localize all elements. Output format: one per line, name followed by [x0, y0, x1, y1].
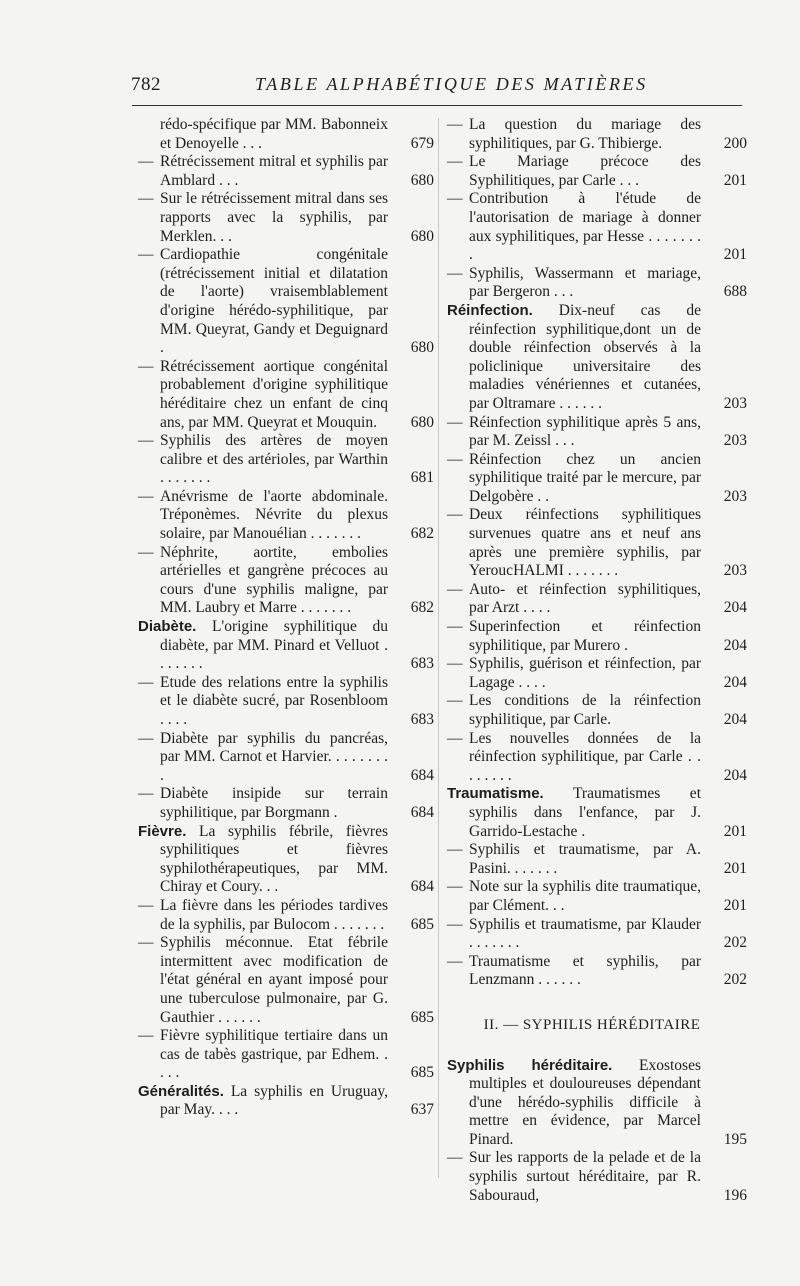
entry-text: Deux réinfections syphilitiques survenues quatre ans et neuf ans après une première syphilis, par YeroucHALMI . . . . . . .: [469, 506, 701, 580]
index-entry: [138, 544, 434, 618]
page-reference: 637: [410, 1101, 434, 1119]
subentry-dash: —: [447, 915, 463, 933]
subentry-dash: —: [447, 1149, 463, 1167]
entry-text: Diabète insipide sur terrain syphilitique, par Borgmann .: [160, 785, 388, 821]
entry-text: La syphilis fébrile, fièvres syphilitiques et fièvres syphilothérapeutiques, par MM. Chiray et Coury. . .: [160, 822, 388, 896]
entry-text: Syphilis, Wassermann et mariage, par Bergeron . . .: [469, 264, 701, 301]
subentry-dash: —: [138, 785, 154, 803]
entry-text: rédo-spécifique par MM. Babonneix et Denoyelle . . .: [160, 116, 388, 152]
page-reference: 204: [723, 599, 747, 617]
entry-text: Syphilis et traumatisme, par A. Pasini. . . . . . .: [469, 841, 701, 877]
page-reference: 683: [410, 655, 434, 673]
index-entry: [447, 841, 747, 878]
index-entry-heading: [447, 1057, 747, 1150]
subentry-dash: —: [447, 264, 463, 282]
index-entry: [447, 116, 747, 153]
entry-text: Note sur la syphilis dite traumatique, par Clément. . .: [469, 878, 701, 914]
index-entry: [138, 116, 434, 153]
index-entry: [138, 246, 434, 358]
index-entry: [447, 506, 747, 580]
entry-text: Fièvre syphilitique tertiaire dans un cas de tabès gastrique, par Edhem. . . . .: [160, 1027, 388, 1082]
subentry-dash: —: [447, 655, 463, 673]
index-entry: [447, 655, 747, 692]
subentry-dash: —: [138, 543, 154, 561]
page-reference: 680: [410, 171, 434, 189]
entry-text: Sur le rétrécissement mitral dans ses rapports avec la syphilis, par Merklen. . .: [160, 190, 388, 245]
index-entry: [138, 934, 434, 1027]
page-reference: 201: [723, 171, 747, 189]
index-column-right: [447, 116, 747, 1205]
subentry-dash: —: [447, 190, 463, 208]
subentry-dash: —: [447, 153, 463, 171]
page-number: 782: [131, 74, 161, 95]
entry-text: Réinfection chez un ancien syphilitique traité par le mercure, par Delgobère . .: [469, 450, 701, 505]
entry-text: La syphilis en Uruguay, par May. . . .: [160, 1082, 388, 1119]
page-reference: 204: [723, 766, 747, 784]
subentry-dash: —: [138, 487, 154, 505]
page-reference: 201: [723, 859, 747, 877]
entry-text: Anévrisme de l'aorte abdominale. Tréponèmes. Névrite du plexus solaire, par Manouélian . . . . . . .: [160, 487, 388, 543]
entry-text: Exostoses multiples et douloureuses dépendant d'une hérédo-syphilis difficile à mettre en évidence, par Marcel Pinard.: [469, 1056, 701, 1148]
subentry-dash: —: [447, 116, 463, 133]
page-reference: 196: [723, 1186, 747, 1204]
subentry-dash: —: [447, 878, 463, 896]
entry-text: Etude des relations entre la syphilis et le diabète sucré, par Rosenbloom . . . .: [160, 673, 388, 728]
subentry-dash: —: [447, 729, 463, 747]
entry-text: Rétrécissement mitral et syphilis par Amblard . . .: [160, 153, 388, 189]
index-column-left: [138, 116, 434, 1120]
index-entry: [447, 730, 747, 786]
entry-text: Contribution à l'étude de l'autorisation de mariage à donner aux syphilitiques, par Hesse . . . . . . . .: [469, 190, 701, 264]
index-entry: [447, 153, 747, 190]
index-entry: [447, 692, 747, 729]
entry-text: Syphilis méconnue. Etat fébrile intermittent avec modification de l'état général en ayant imposé pour une tuberculose pulmonaire, par G. Gauthier . . . . . .: [160, 934, 388, 1026]
index-entry: [138, 674, 434, 730]
index-entry: [138, 785, 434, 822]
subentry-dash: —: [447, 580, 463, 598]
subentry-dash: —: [447, 618, 463, 636]
index-entry: [138, 488, 434, 544]
running-title: TABLE ALPHABÉTIQUE DES MATIÈRES: [255, 74, 648, 94]
subentry-dash: —: [138, 153, 154, 171]
entry-text: Sur les rapports de la pelade et de la syphilis surtout héréditaire, par R. Sabouraud,: [469, 1149, 701, 1204]
entry-text: Néphrite, aortite, embolies artérielles et gangrène précoces au cours d'une syphilis maligne, par MM. Laubry et Marre . . . . . . .: [160, 543, 388, 617]
index-entry: [447, 190, 747, 264]
entry-text: Les nouvelles données de la réinfection syphilitique, par Carle . . . . . . . .: [469, 729, 701, 784]
index-entry: [138, 153, 434, 190]
page-reference: 204: [723, 711, 747, 728]
index-entry: [447, 451, 747, 507]
entry-text: Réinfection syphilitique après 5 ans, par M. Zeissl . . .: [469, 413, 701, 450]
subentry-dash: —: [447, 450, 463, 468]
subentry-dash: —: [138, 357, 154, 375]
subentry-dash: —: [138, 729, 154, 747]
subentry-dash: —: [447, 413, 463, 431]
page-reference: 201: [723, 822, 747, 840]
page-reference: 679: [410, 134, 434, 152]
index-entry: [447, 618, 747, 655]
entry-text: Les conditions de la réinfection syphilitique, par Carle.: [469, 692, 701, 728]
section-heading: II. — SYPHILIS HÉRÉDITAIRE: [483, 1016, 701, 1033]
page-reference: 204: [723, 636, 747, 654]
index-entry: [138, 730, 434, 786]
entry-keyword: Réinfection.: [447, 301, 533, 319]
entry-keyword: Diabète.: [138, 618, 197, 636]
page-reference: 683: [410, 711, 434, 728]
entry-text: La fièvre dans les périodes tardives de la syphilis, par Bulocom . . . . . . .: [160, 896, 388, 933]
page-reference: 203: [723, 562, 747, 580]
page-reference: 684: [410, 803, 434, 821]
index-entry-heading: [138, 1083, 434, 1120]
page-reference: 195: [723, 1130, 747, 1148]
entry-text: Syphilis, guérison et réinfection, par Lagage . . . .: [469, 655, 701, 691]
entry-text: Cardiopathie congénitale (rétrécissement initial et dilatation de l'aorte) vraisemblablement d'origine hérédo-syphilitique, par MM. Queyrat, Gandy et Deguignard .: [160, 246, 388, 357]
index-entry: [138, 190, 434, 246]
index-entry: [138, 432, 434, 488]
page-reference: 203: [723, 487, 747, 505]
page-reference: 688: [723, 283, 747, 301]
subentry-dash: —: [447, 506, 463, 524]
entry-text: Rétrécissement aortique congénital probablement d'origine syphilitique héréditaire chez un enfant de cinq ans, par MM. Queyrat et Mouquin.: [160, 357, 388, 431]
index-entry: [447, 414, 747, 451]
subentry-dash: —: [138, 246, 154, 264]
page-reference: 684: [410, 766, 434, 784]
header-rule: [132, 105, 742, 106]
entry-text: Auto- et réinfection syphilitiques, par Arzt . . . .: [469, 580, 701, 617]
index-entry-heading: [447, 785, 747, 841]
page-reference: 201: [723, 896, 747, 914]
index-entry: [447, 581, 747, 618]
page-reference: 202: [723, 934, 747, 952]
subentry-dash: —: [138, 896, 154, 914]
page-reference: 685: [410, 1064, 434, 1082]
subentry-dash: —: [447, 952, 463, 970]
page-reference: 682: [410, 525, 434, 543]
index-entry: [138, 358, 434, 432]
page-reference: 200: [723, 134, 747, 152]
column-divider: [438, 118, 439, 1178]
subentry-dash: —: [138, 432, 154, 450]
entry-text: Superinfection et réinfection syphilitique, par Murero .: [469, 618, 701, 654]
page-reference: 682: [410, 599, 434, 617]
entry-text: Diabète par syphilis du pancréas, par MM. Carnot et Harvier. . . . . . . . .: [160, 729, 388, 784]
subentry-dash: —: [447, 841, 463, 859]
page-reference: 680: [410, 227, 434, 245]
page-reference: 685: [410, 1008, 434, 1026]
page-reference: 203: [723, 432, 747, 450]
entry-keyword: Généralités.: [138, 1082, 224, 1100]
index-entry: [138, 897, 434, 934]
page-reference: 203: [723, 394, 747, 412]
entry-text: L'origine syphilitique du diabète, par MM. Pinard et Velluot . . . . . . .: [160, 618, 388, 673]
entry-text: Syphilis des artères de moyen calibre et des artérioles, par Warthin . . . . . . .: [160, 432, 388, 487]
entry-keyword: Traumatisme.: [447, 785, 544, 803]
page-reference: 684: [410, 878, 434, 896]
entry-text: La question du mariage des syphilitiques, par G. Thibierge.: [469, 116, 701, 152]
entry-text: Traumatismes et syphilis dans l'enfance, par J. Garrido-Lestache .: [469, 785, 701, 840]
index-entry: [447, 953, 747, 990]
index-entry-heading: [447, 302, 747, 414]
index-entry: [447, 1149, 747, 1205]
entry-text: Traumatisme et syphilis, par Lenzmann . . . . . .: [469, 952, 701, 989]
index-entry: [138, 1027, 434, 1083]
index-entry: [447, 265, 747, 302]
subentry-dash: —: [138, 1027, 154, 1045]
page-reference: 202: [723, 971, 747, 989]
entry-keyword: Fièvre.: [138, 822, 187, 840]
entry-text: Dix-neuf cas de réinfection syphilitique,dont un de double réinfection observés à la policlinique universitaire des maladies vénériennes et cutanées, par Oltramare . . . . . .: [469, 301, 702, 412]
subentry-dash: —: [138, 934, 154, 952]
page-reference: 680: [410, 413, 434, 431]
index-entry: [447, 878, 747, 915]
subentry-dash: —: [138, 190, 154, 208]
entry-text: Syphilis et traumatisme, par Klauder . . . . . . .: [469, 915, 701, 952]
page-reference: 681: [410, 469, 434, 487]
page-reference: 201: [723, 246, 747, 264]
page-reference: 680: [410, 339, 434, 357]
entry-keyword: Syphilis héréditaire.: [447, 1056, 613, 1074]
index-entry-heading: [138, 618, 434, 674]
index-entry-heading: [138, 823, 434, 897]
page-reference: 685: [410, 915, 434, 933]
entry-text: Le Mariage précoce des Syphilitiques, par Carle . . .: [469, 153, 701, 189]
subentry-dash: —: [138, 673, 154, 691]
index-entry: [447, 916, 747, 953]
page-reference: 204: [723, 673, 747, 691]
subentry-dash: —: [447, 692, 463, 710]
